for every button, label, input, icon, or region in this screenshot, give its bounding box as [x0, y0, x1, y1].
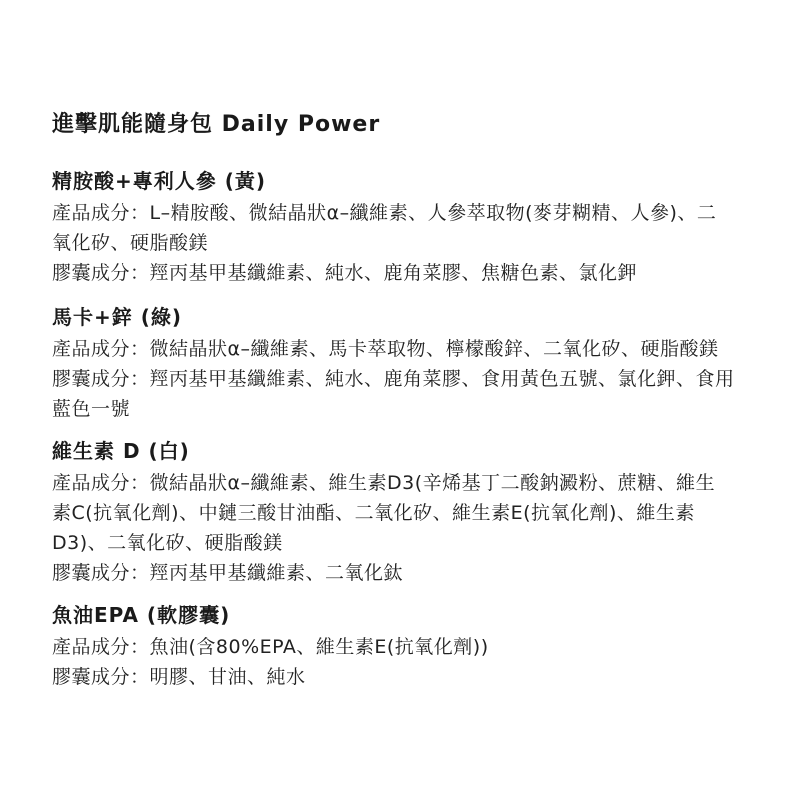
ingredient-line: 氧化矽、硬脂酸鎂	[52, 232, 209, 254]
section-fish-oil-epa	[52, 600, 764, 692]
ingredient-line: 膠囊成分：明膠、甘油、純水	[52, 666, 306, 688]
section-heading: 維生素 D (白)	[52, 439, 190, 463]
section-heading: 魚油EPA (軟膠囊)	[52, 603, 231, 627]
page-title: 進擊肌能隨身包 Daily Power	[52, 112, 381, 137]
ingredient-line: 產品成分：L–精胺酸、微結晶狀α–纖維素、人參萃取物(麥芽糊精、人參)、二	[52, 202, 717, 224]
ingredient-line: 產品成分：魚油(含80%EPA、維生素E(抗氧化劑))	[52, 636, 489, 658]
ingredient-line: 藍色一號	[52, 398, 131, 420]
ingredient-line: 產品成分：微結晶狀α–纖維素、維生素D3(辛烯基丁二酸鈉澱粉、蔗糖、維生	[52, 472, 716, 494]
ingredient-line: 素C(抗氧化劑)、中鏈三酸甘油酯、二氧化矽、維生素E(抗氧化劑)、維生素	[52, 502, 695, 524]
ingredient-line: 膠囊成分：羥丙基甲基纖維素、純水、鹿角菜膠、焦糖色素、氯化鉀	[52, 262, 638, 284]
ingredient-line: 膠囊成分：羥丙基甲基纖維素、二氧化鈦	[52, 562, 404, 584]
section-maca-zinc	[52, 302, 764, 424]
ingredient-line: D3)、二氧化矽、硬脂酸鎂	[52, 532, 283, 554]
section-heading: 馬卡+鋅 (綠)	[52, 305, 183, 329]
ingredient-line: 產品成分：微結晶狀α–纖維素、馬卡萃取物、檸檬酸鋅、二氧化矽、硬脂酸鎂	[52, 338, 719, 360]
ingredient-line: 膠囊成分：羥丙基甲基纖維素、純水、鹿角菜膠、食用黃色五號、氯化鉀、食用	[52, 368, 735, 390]
section-heading: 精胺酸+專利人參 (黃)	[52, 169, 267, 193]
section-vitamin-d	[52, 436, 764, 588]
section-arginine-ginseng	[52, 166, 764, 288]
